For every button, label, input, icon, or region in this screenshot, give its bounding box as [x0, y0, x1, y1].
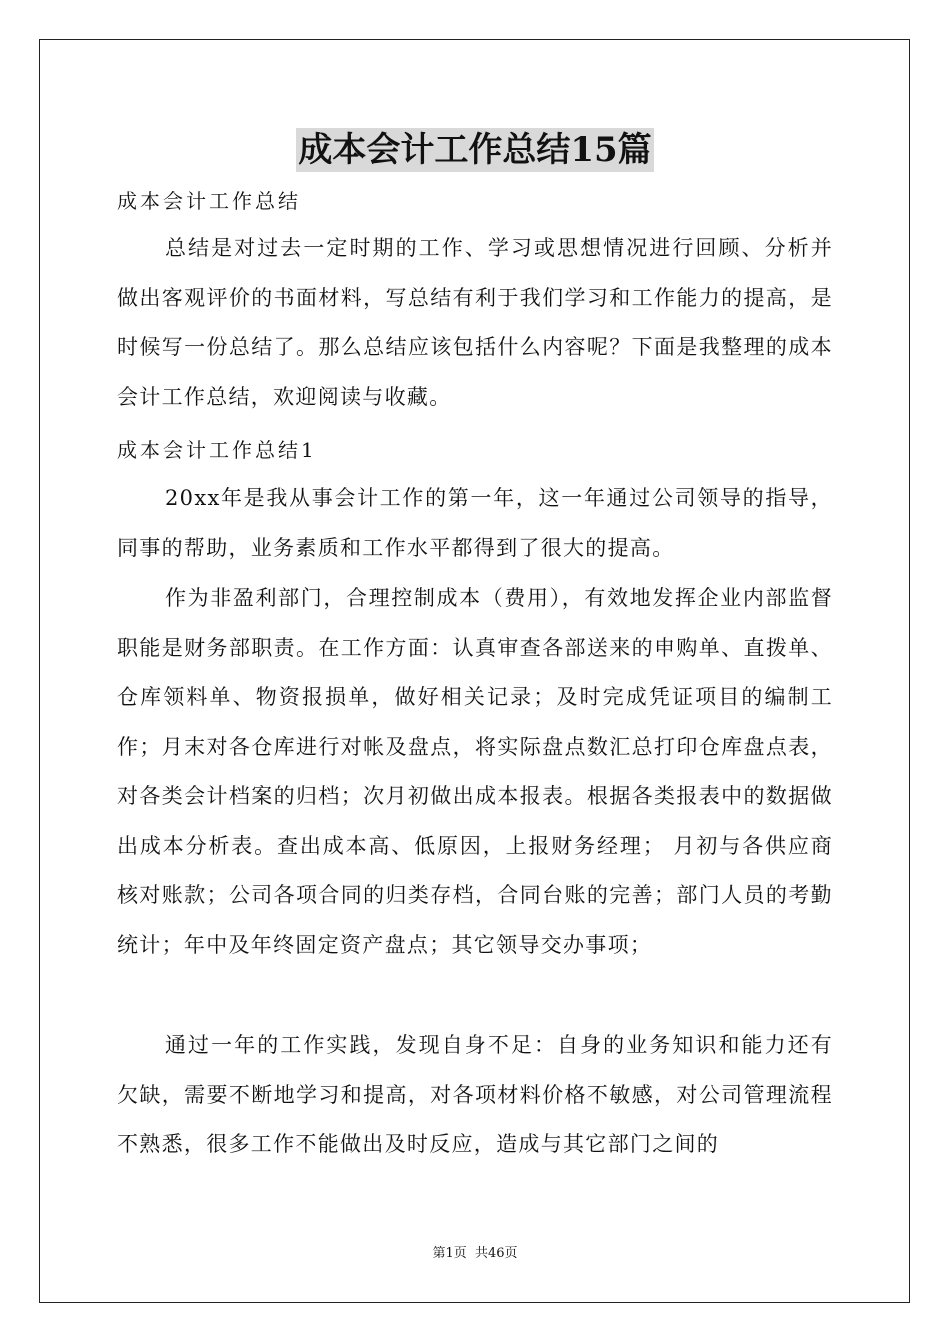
paragraph-2: 作为非盈利部门，合理控制成本（费用），有效地发挥企业内部监督职能是财务部职责。在工作方面：认真审查各部送来的申购单、直拨单、仓库领料单、物资报损单，做好相关记录；及时完成凭证项目的编制工作；月末对各仓库进行对帐及盘点，将实际盘点数汇总打印仓库盘点表，对各类会计档案的归档；次月初做出成本报表。根据各类报表中的数据做出成本分析表。查出成本高、低原因，上报财务经理； 月初与各供应商核对账款；公司各项合同的归类存档，合同台账的完善；部门人员的考勤统计；年中及年终固定资产盘点；其它领导交办事项； — [117, 586, 833, 957]
paragraph-1: 20xx年是我从事会计工作的第一年，这一年通过公司领导的指导，同事的帮助，业务素质和工作水平都得到了很大的提高。 — [117, 486, 833, 560]
page-number: 第1页 — [432, 1246, 467, 1261]
paragraph-3: 通过一年的工作实践，发现自身不足：自身的业务知识和能力还有欠缺，需要不断地学习和提高，对各项材料价格不敏感，对公司管理流程不熟悉，很多工作不能做出及时反应，造成与其它部门之间的 — [117, 1033, 833, 1156]
section-heading-1: 成本会计工作总结1 — [117, 438, 317, 462]
section-heading-intro: 成本会计工作总结 — [117, 189, 301, 213]
title-wrap — [117, 128, 833, 172]
page-footer — [0, 1245, 950, 1263]
page-total: 共46页 — [474, 1246, 518, 1261]
intro-paragraph: 总结是对过去一定时期的工作、学习或思想情况进行回顾、分析并做出客观评价的书面材料，写总结有利于我们学习和工作能力的提高，是时候写一份总结了。那么总结应该包括什么内容呢？下面是我整理的成本会计工作总结，欢迎阅读与收藏。 — [117, 236, 833, 409]
document-title: 成本会计工作总结15篇 — [298, 130, 652, 170]
